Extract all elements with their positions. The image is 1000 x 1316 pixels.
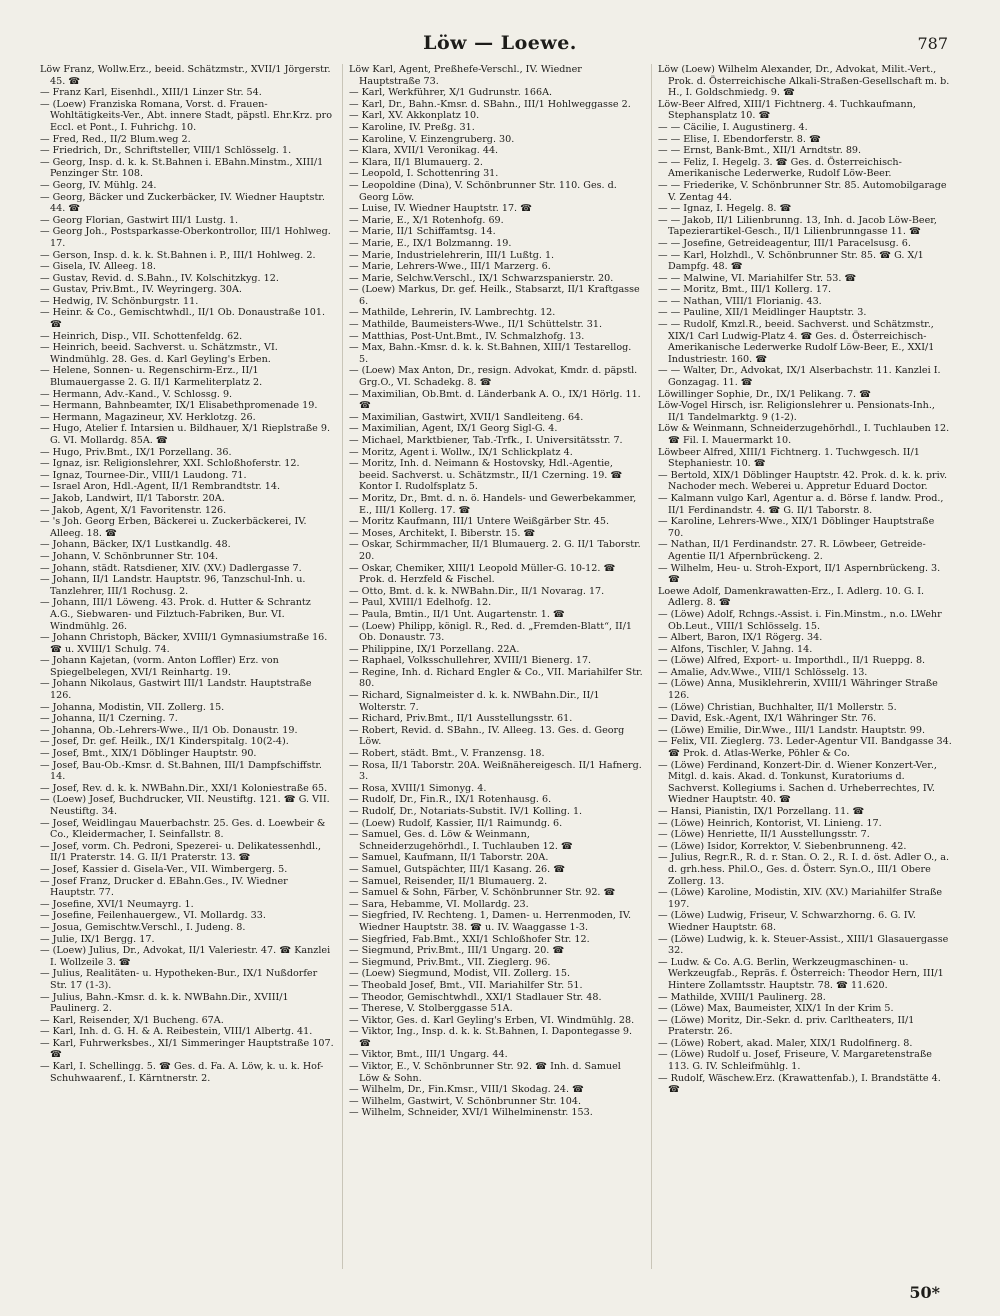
directory-entry: — Rudolf, Wäschew.Erz. (Krawattenfab.), I. Brandstätte 4. ☎	[658, 1072, 941, 1096]
column-middle	[342, 64, 643, 1269]
directory-entry: Löw-Beer Alfred, XIII/1 Fichtnerg. 4. Tuchkaufmann, Stephansplatz 10. ☎	[658, 98, 916, 122]
directory-entry: — Julius, Bahn.-Kmsr. d. k. k. NWBahn.Dir., XVIII/1 Paulinerg. 2.	[40, 991, 289, 1015]
directory-entry: — Moritz, Agent i. Wollw., IX/1 Schlickplatz 4.	[349, 446, 573, 458]
directory-entry: — Rudolf, Dr., Fin.R., IX/1 Rotenhausg. 6.	[349, 794, 552, 806]
directory-entry: — Julius, Regr.R., R. d. r. Stan. O. 2., R. I. d. öst. Adler O., a. d. grh.hess. Phil.O., Ges. d. Österr. Syn.O., III/1 Obere Zollerg. 13.	[658, 852, 950, 887]
directory-entry: Löw Karl, Agent, Preßhefe-Verschl., IV. Wiedner Hauptstraße 73.	[349, 64, 582, 87]
directory-entry: — David, Esk.-Agent, IX/1 Währinger Str. 76.	[658, 713, 877, 725]
directory-entry: — Nathan, II/1 Ferdinandstr. 27. R. Löwbeer, Getreide-Agentie II/1 Afpernbrückeng. 2.	[658, 539, 926, 562]
directory-entry: — (Löwe) Christian, Buchhalter, II/1 Mollerstr. 5.	[658, 701, 897, 713]
directory-entry: — Theodor, Gemischtwhdl., XXI/1 Stadlauer Str. 48.	[349, 991, 602, 1003]
directory-entry: — Wilhelm, Dr., Fin.Kmsr., VIII/1 Skodag. 24. ☎	[349, 1084, 584, 1096]
directory-entry: — Rosa, XVIII/1 Simonyg. 4.	[349, 782, 487, 794]
directory-entry: — Mathilde, XVIII/1 Paulinerg. 28.	[658, 991, 826, 1003]
directory-entry: — Siegmund, Priv.Bmt., III/1 Ungarg. 20. ☎	[349, 945, 565, 957]
directory-entry: — Hermann, Magazineur, XV. Herklotzg. 26.	[40, 411, 256, 423]
directory-entry: — — Elise, I. Ebendorferstr. 8. ☎	[658, 133, 821, 145]
directory-entry: — Siegfried, Fab.Bmt., XXI/1 Schloßhofer Str. 12.	[349, 933, 590, 945]
directory-entry: — Heinr. & Co., Gemischtwhdl., II/1 Ob. Donaustraße 101. ☎	[40, 307, 326, 331]
directory-entry: — Johann, III/1 Löweng. 43. Prok. d. Hutter & Schrantz A.G., Siebwaren- und Filztuch-Fabriken, Bur. VI. Windmühlg. 26.	[40, 597, 311, 632]
directory-entry: — (Löwe) Moritz, Dir.-Sekr. d. priv. Carltheaters, II/1 Praterstr. 26.	[658, 1014, 915, 1038]
directory-entry: — Karl, Fuhrwerksbes., XI/1 Simmeringer Hauptstraße 107. ☎	[40, 1037, 334, 1061]
directory-entry: — — Ignaz, I. Hegelg. 8. ☎	[658, 203, 792, 215]
directory-entry: — Karoline, IV. Preßg. 31.	[349, 121, 475, 133]
directory-entry: — Viktor, Ges. d. Karl Geyling's Erben, VI. Windmühlg. 28.	[349, 1014, 635, 1026]
directory-entry: — Johann Christoph, Bäcker, XVIII/1 Gymnasiumstraße 16. ☎ u. XVIII/1 Schulg. 74.	[40, 632, 328, 655]
directory-entry: — Robert, Revid. d. SBahn., IV. Alleeg. 13. Ges. d. Georg Löw.	[349, 724, 625, 748]
directory-entry: — — Walter, Dr., Advokat, IX/1 Alserbachstr. 11. Kanzlei I. Gonzagag. 11. ☎	[658, 365, 941, 389]
directory-entry: — Johann, V. Schönbrunner Str. 104.	[40, 550, 219, 562]
directory-entry: — Michael, Marktbiener, Tab.-Trfk., I. Universitätsstr. 7.	[349, 435, 623, 446]
directory-entry: — Karl, I. Schellingg. 5. ☎ Ges. d. Fa. A. Löw, k. u. k. Hof-Schuhwaarenf., I. Kärntnerstr. 2.	[40, 1061, 324, 1084]
directory-entry: — Josua, Gemischtw.Verschl., I. Judeng. 8.	[40, 921, 246, 933]
directory-entry: — Max, Bahn.-Kmsr. d. k. k. St.Bahnen, XIII/1 Testarellog. 5.	[349, 342, 632, 365]
directory-entry: — Samuel, Reisender, II/1 Blumauerg. 2.	[349, 875, 548, 887]
directory-entry: — Heinrich, beeid. Sachverst. u. Schätzmstr., VI. Windmühlg. 28. Ges. d. Karl Geyling's Erben.	[40, 342, 278, 365]
directory-entry: — Maximilian, Gastwirt, XVII/1 Sandleiteng. 64.	[349, 411, 584, 423]
directory-entry: — (Loew) Siegmund, Modist, VII. Zollerg. 15.	[349, 968, 571, 980]
directory-entry: — (Löwe) Robert, akad. Maler, XIX/1 Rudolfinerg. 8.	[658, 1037, 913, 1049]
directory-entry: — (Loew) Rudolf, Kassier, II/1 Raimundg. 6.	[349, 817, 563, 829]
directory-entry: — Heinrich, Disp., VII. Schottenfeldg. 62.	[40, 330, 243, 342]
directory-entry: — Samuel & Sohn, Färber, V. Schönbrunner Str. 92. ☎	[349, 887, 616, 899]
directory-entry: — — Rudolf, Kmzl.R., beeid. Sachverst. und Schätzmstr., XIX/1 Carl Ludwig-Platz 4. ☎ Ges. d. Österreichisch-Amerikanische Lederwerke Rudolf Löw-Beer, E., XXI/1 Industriestr. 160. ☎	[658, 319, 935, 365]
directory-entry: — Ignaz, isr. Religionslehrer, XXI. Schloßhoferstr. 12.	[40, 458, 300, 470]
directory-columns	[40, 64, 952, 1269]
directory-entry: Löwbeer Alfred, XIII/1 Fichtnerg. 1. Tuchwgesch. II/1 Stephaniestr. 10. ☎	[658, 446, 920, 470]
directory-entry: — Georg, Insp. d. k. k. St.Bahnen i. EBahn.Minstm., XIII/1 Penzinger Str. 108.	[40, 156, 324, 180]
directory-entry: — (Löwe) Isidor, Korrektor, V. Siebenbrunneng. 42.	[658, 840, 907, 852]
directory-entry: — Rudolf, Dr., Notariats-Substit. IV/1 Kolling. 1.	[349, 806, 583, 817]
directory-entry: — Josef Franz, Drucker d. EBahn.Ges., IV. Wiedner Hauptstr. 77.	[40, 875, 288, 899]
directory-entry: — Raphael, Volksschullehrer, XVIII/1 Bienerg. 17.	[349, 655, 592, 667]
directory-entry: — Johanna, II/1 Czerning. 7.	[40, 713, 178, 725]
directory-entry: — Julius, Realitäten- u. Hypotheken-Bur., IX/1 Nußdorfer Str. 17 (1-3).	[40, 968, 318, 991]
directory-entry: — (Löwe) Henriette, II/1 Ausstellungsstr. 7.	[658, 829, 870, 841]
directory-entry: — Ignaz, Tournee-Dir., VIII/1 Laudong. 71.	[40, 469, 247, 481]
directory-entry: — Karoline, V. Einzengruberg. 30.	[349, 133, 515, 145]
directory-entry: — — Cäcilie, I. Augustinerg. 4.	[658, 121, 808, 133]
directory-entry: — — Pauline, XII/1 Meidlinger Hauptstr. 3.	[658, 307, 867, 319]
directory-entry: — (Löwe) Ludwig, Friseur, V. Schwarzhorng. 6. G. IV. Wiedner Hauptstr. 68.	[658, 910, 916, 933]
directory-entry: — Oskar, Chemiker, XIII/1 Leopold Müller-G. 10-12. ☎ Prok. d. Herzfeld & Fischel.	[349, 562, 616, 586]
directory-entry: — (Löwe) Rudolf u. Josef, Friseure, V. Margaretenstraße 113. G. IV. Schleifmühlg. 1.	[658, 1049, 932, 1073]
directory-entry: — Josef, Rev. d. k. k. NWBahn.Dir., XXI/1 Koloniestraße 65.	[40, 782, 328, 794]
directory-entry: — Viktor, Bmt., III/1 Ungarg. 44.	[349, 1049, 508, 1061]
directory-entry: — Oskar, Schirmmacher, II/1 Blumauerg. 2. G. II/1 Taborstr. 20.	[349, 539, 641, 562]
directory-entry: — Wilhelm, Heu- u. Stroh-Export, II/1 Aspernbrückeng. 3. ☎	[658, 562, 941, 586]
directory-entry: — (Löwe) Alfred, Export- u. Importhdl., II/1 Rueppg. 8.	[658, 655, 926, 667]
directory-entry: — Marie, Selchw.Verschl., IX/1 Schwarzspanierstr. 20.	[349, 272, 614, 284]
directory-entry: — Kalmann vulgo Karl, Agentur a. d. Börse f. landw. Prod., II/1 Ferdinandstr. 4. ☎ G. II/1 Taborstr. 8.	[658, 492, 944, 516]
directory-entry: — Marie, E., X/1 Rotenhofg. 69.	[349, 214, 504, 226]
directory-entry: — Jakob, Agent, X/1 Favoritenstr. 126.	[40, 504, 227, 516]
directory-entry: — Moritz, Dr., Bmt. d. n. ö. Handels- und Gewerbekammer, E., III/1 Kollerg. 17. ☎	[349, 492, 637, 516]
directory-entry: — Josefine, Feilenhauergew., VI. Mollardg. 33.	[40, 910, 266, 922]
directory-entry: — Josef, vorm. Ch. Pedroni, Spezerei- u. Delikatessenhdl., II/1 Praterstr. 14. G. II/1 Praterstr. 13. ☎	[40, 840, 322, 864]
directory-entry: — Hansi, Pianistin, IX/1 Porzellang. 11. ☎	[658, 806, 865, 817]
directory-entry: — Bertold, XIX/1 Döblinger Hauptstr. 42. Prok. d. k. k. priv. Nachoder mech. Weberei u. Appretur Eduard Doctor.	[658, 469, 948, 493]
directory-entry: — — Jakob, II/1 Lilienbrunng. 13, Inh. d. Jacob Löw-Beer, Tapezierartikel-Gesch., II/1 Lilienbrunngasse 11. ☎	[658, 214, 937, 238]
directory-entry: — Samuel, Kaufmann, II/1 Taborstr. 20A.	[349, 852, 549, 864]
directory-entry: — Mathilde, Lehrerin, IV. Lambrechtg. 12.	[349, 307, 556, 319]
directory-entry: — Viktor, Ing., Insp. d. k. k. St.Bahnen, I. Dapontegasse 9. ☎	[349, 1026, 633, 1049]
directory-entry: — Moritz Kaufmann, III/1 Untere Weißgärber Str. 45.	[349, 516, 610, 528]
directory-entry: — Franz Karl, Eisenhdl., XIII/1 Linzer Str. 54.	[40, 87, 262, 99]
directory-entry: — Wilhelm, Schneider, XVI/1 Wilhelminenstr. 153.	[349, 1107, 593, 1119]
directory-entry: — Julie, IX/1 Bergg. 17.	[40, 933, 155, 945]
directory-entry: — — Nathan, VIII/1 Florianig. 43.	[658, 295, 822, 307]
directory-entry: — (Löwe) Adolf, Rchngs.-Assist. i. Fin.Minstm., n.o. LWehr Ob.Leut., VIII/1 Schlösselg. 15.	[658, 608, 942, 632]
directory-entry: — 's Joh. Georg Erben, Bäckerei u. Zuckerbäckerei, IV. Alleeg. 18. ☎	[40, 516, 307, 539]
directory-entry: — Paul, XVIII/1 Edelhofg. 12.	[349, 597, 492, 609]
directory-entry: — Samuel, Ges. d. Löw & Weinmann, Schneiderzugehörhdl., I. Tuchlauben 12. ☎	[349, 829, 573, 852]
directory-entry: — Gustav, Priv.Bmt., IV. Weyringerg. 30A.	[40, 284, 242, 296]
directory-entry: — (Loew) Julius, Dr., Advokat, II/1 Valeriestr. 47. ☎ Kanzlei I. Wollzeile 3. ☎	[40, 945, 331, 968]
directory-entry: — Josef, Bau-Ob.-Kmsr. d. St.Bahnen, III/1 Dampfschiffstr. 14.	[40, 759, 322, 783]
directory-entry: — Jakob, Landwirt, II/1 Taborstr. 20A.	[40, 492, 225, 504]
directory-entry: — Alfons, Tischler, V. Jahng. 14.	[658, 643, 813, 655]
directory-entry: — Johann, Bäcker, IX/1 Lustkandlg. 48.	[40, 539, 231, 551]
directory-entry: — Helene, Sonnen- u. Regenschirm-Erz., II/1 Blumauergasse 2. G. II/1 Karmeliterplatz 2.	[40, 365, 263, 389]
directory-entry: — Sara, Hebamme, VI. Mollardg. 23.	[349, 898, 529, 910]
directory-entry: — Paula, Bmtin., II/1 Unt. Augartenstr. 1. ☎	[349, 608, 565, 620]
directory-entry: — Hugo, Atelier f. Intarsien u. Bildhauer, X/1 Rieplstraße 9. G. VI. Mollardg. 85A. ☎	[40, 423, 331, 446]
directory-entry: — Josef, Weidlingau Mauerbachstr. 25. Ges. d. Loewbeir & Co., Kleidermacher, I. Seinfallstr. 8.	[40, 817, 326, 841]
directory-entry: — Gerson, Insp. d. k. k. St.Bahnen i. P., III/1 Hohlweg. 2.	[40, 249, 316, 261]
page-title: Löw — Loewe.	[423, 32, 577, 54]
directory-entry: — Viktor, E., V. Schönbrunner Str. 92. ☎ Inh. d. Samuel Löw & Sohn.	[349, 1061, 621, 1084]
directory-entry: — Mathilde, Baumeisters-Wwe., II/1 Schüttelstr. 31.	[349, 319, 603, 331]
directory-entry: — Gustav, Revid. d. S.Bahn., IV. Kolschitzkyg. 12.	[40, 272, 279, 284]
directory-entry: — Richard, Signalmeister d. k. k. NWBahn.Dir., II/1 Wolterstr. 7.	[349, 690, 600, 713]
directory-entry: — Samuel, Gutspächter, III/1 Kasang. 26. ☎	[349, 863, 566, 875]
directory-entry: — (Loew) Philipp, königl. R., Red. d. „Fremden-Blatt“, II/1 Ob. Donaustr. 73.	[349, 620, 633, 644]
directory-entry: — (Löwe) Max, Baumeister, XIX/1 In der Krim 5.	[658, 1003, 894, 1015]
directory-entry: — Siegfried, IV. Rechteng. 1, Damen- u. Herrenmoden, IV. Wiedner Hauptstr. 38. ☎ u. IV. Waaggasse 1-3.	[349, 910, 632, 933]
directory-entry: — Johann, II/1 Landstr. Hauptstr. 96, Tanzschul-Inh. u. Tanzlehrer, III/1 Rochusg. 2.	[40, 574, 306, 597]
directory-entry: — Johanna, Ob.-Lehrers-Wwe., II/1 Ob. Donaustr. 19.	[40, 724, 298, 736]
directory-entry: — — Ernst, Bank-Bmt., XII/1 Arndtstr. 89.	[658, 145, 862, 157]
directory-entry: — Maximilian, Agent, IX/1 Georg Sigl-G. 4.	[349, 423, 558, 435]
directory-entry: — Hugo, Priv.Bmt., IX/1 Porzellang. 36.	[40, 446, 232, 458]
directory-entry: Löw (Loew) Wilhelm Alexander, Dr., Advokat, Milit.-Vert., Prok. d. Österreichische Alkali-Straßen-Gesellschaft m. b. H., I. Goldschmiedg. 9. ☎	[658, 64, 950, 99]
directory-entry: — (Löwe) Ludwig, k. k. Steuer-Assist., XIII/1 Glasauergasse 32.	[658, 933, 949, 957]
directory-entry: — Luise, IV. Wiedner Hauptstr. 17. ☎	[349, 203, 533, 215]
directory-entry: Löwillinger Sophie, Dr., IX/1 Pelikang. 7. ☎	[658, 388, 872, 400]
directory-entry: Löw Franz, Wollw.Erz., beeid. Schätzmstr., XVII/1 Jörgerstr. 45. ☎	[40, 64, 331, 87]
directory-entry: — Karl, Werkführer, X/1 Gudrunstr. 166A.	[349, 87, 553, 99]
directory-entry: — Regine, Inh. d. Richard Engler & Co., VII. Mariahilfer Str. 80.	[349, 666, 643, 690]
directory-entry: — Rosa, II/1 Taborstr. 20A. Weißnähereigesch. II/1 Hafnerg. 3.	[349, 759, 642, 783]
directory-entry: — Amalie, Adv.Wwe., VIII/1 Schlösselg. 13.	[658, 666, 868, 678]
directory-entry: — Felix, VII. Zieglerg. 73. Leder-Agentur VII. Bandgasse 34. ☎ Prok. d. Atlas-Werke, Pöhler & Co.	[658, 736, 952, 760]
directory-entry: — Johann Nikolaus, Gastwirt III/1 Landstr. Hauptstraße 126.	[40, 678, 312, 702]
directory-entry: — (Loew) Max Anton, Dr., resign. Advokat, Kmdr. d. päpstl. Grg.O., VI. Schadekg. 8. ☎	[349, 365, 638, 389]
directory-entry: — (Löwe) Ferdinand, Konzert-Dir. d. Wiener Konzert-Ver., Mitgl. d. kais. Akad. d. Tonkunst, Kuratoriums d. Sachverst. Kollegiums i. Sachen d. Urheberrechtes, IV. Wiedner Hauptstr. 40. ☎	[658, 759, 937, 806]
directory-entry: — Hermann, Adv.-Kand., V. Schlossg. 9.	[40, 388, 233, 400]
directory-entry: — Gisela, IV. Alleeg. 18.	[40, 261, 156, 273]
directory-entry: — Klara, II/1 Blumauerg. 2.	[349, 156, 483, 168]
directory-entry: — Matthias, Post-Unt.Bmt., IV. Schmalzhofg. 13.	[349, 330, 585, 342]
directory-entry: — Maximilian, Ob.Bmt. d. Länderbank A. O., IX/1 Hörlg. 11. ☎	[349, 388, 641, 412]
directory-entry: — — Friederike, V. Schönbrunner Str. 85. Automobilgarage V. Zentag 44.	[658, 179, 947, 203]
directory-entry: — (Loew) Markus, Dr. gef. Heilk., Stabsarzt, II/1 Kraftgasse 6.	[349, 284, 640, 307]
directory-entry: — Moses, Architekt, I. Biberstr. 15. ☎	[349, 527, 536, 539]
directory-entry: — Karl, Dr., Bahn.-Kmsr. d. SBahn., III/1 Hohlweggasse 2.	[349, 98, 631, 110]
directory-entry: — Karl, XV. Akkonplatz 10.	[349, 110, 480, 122]
directory-entry: — Georg, Bäcker und Zuckerbäcker, IV. Wiedner Hauptstr. 44. ☎	[40, 191, 325, 215]
directory-entry: — Karoline, Lehrers-Wwe., XIX/1 Döblinger Hauptstraße 70.	[658, 516, 935, 539]
directory-entry: — Leopoldine (Dina), V. Schönbrunner Str. 110. Ges. d. Georg Löw.	[349, 179, 617, 203]
directory-entry: — Georg, IV. Mühlg. 24.	[40, 179, 157, 191]
directory-entry: — Israel Aron, Hdl.-Agent, II/1 Rembrandtstr. 14.	[40, 481, 281, 493]
directory-entry: — Johann Kajetan, (vorm. Anton Loffler) Erz. von Spiegelbelegen, XVI/1 Reinhartg. 19.	[40, 655, 279, 678]
directory-entry: — Fred, Red., II/2 Blum.weg 2.	[40, 133, 191, 145]
directory-entry: — Georg Joh., Postsparkasse-Oberkontrollor, III/1 Hohlweg. 17.	[40, 226, 331, 249]
directory-entry: — Ludw. & Co. A.G. Berlin, Werkzeugmaschinen- u. Werkzeugfab., Repräs. f. Österreich: Theodor Hern, III/1 Hintere Zollamtsstr. Hauptstr. 78. ☎ 11.620.	[658, 956, 944, 991]
column-right	[651, 64, 952, 1269]
directory-entry: — — Karl, Holzhdl., V. Schönbrunner Str. 85. ☎ G. X/1 Dampfg. 48. ☎	[658, 249, 924, 273]
directory-entry: — Otto, Bmt. d. k. k. NWBahn.Dir., II/1 Novarag. 17.	[349, 585, 605, 597]
directory-entry: — (Loew) Franziska Romana, Vorst. d. Frauen-Wohltätigkeits-Ver., Abt. innere Stadt, päpstl. Ehr.Krz. pro Eccl. et Pont., I. Fuhrichg. 10.	[40, 98, 332, 133]
directory-entry: — Josef, Bmt., XIX/1 Döblinger Hauptstr. 90.	[40, 748, 257, 760]
directory-entry: — — Feliz, I. Hegelg. 3. ☎ Ges. d. Österreichisch-Amerikanische Lederwerke, Rudolf Löw-Beer.	[658, 156, 902, 180]
directory-entry: — Moritz, Inh. d. Neimann & Hostovsky, Hdl.-Agentie, beeid. Sachverst. u. Schätzmstr., II/1 Czerning. 19. ☎ Kontor I. Rudolfsplatz 5.	[349, 458, 623, 493]
directory-entry: — Karl, Inh. d. G. H. & A. Reibestein, VIII/1 Albertg. 41.	[40, 1026, 313, 1038]
directory-entry: — Albert, Baron, IX/1 Rögerg. 34.	[658, 632, 823, 644]
directory-entry: — (Löwe) Anna, Musiklehrerin, XVIII/1 Währinger Straße 126.	[658, 678, 938, 702]
directory-entry: — Josef, Dr. gef. Heilk., IX/1 Kinderspitalg. 10(2-4).	[40, 736, 289, 748]
directory-entry: — Hedwig, IV. Schönburgstr. 11.	[40, 295, 199, 307]
directory-entry: — Marie, Lehrers-Wwe., III/1 Marzerg. 6.	[349, 261, 551, 273]
directory-entry: — — Malwine, VI. Mariahilfer Str. 53. ☎	[658, 272, 857, 284]
directory-entry: — Karl, Reisender, X/1 Bucheng. 67A.	[40, 1014, 224, 1026]
directory-entry: — Friedrich, Dr., Schriftsteller, VIII/1 Schlösselg. 1.	[40, 145, 292, 157]
directory-entry: — Hermann, Bahnbeamter, IX/1 Elisabethpromenade 19.	[40, 400, 318, 412]
directory-entry: — Theobald Josef, Bmt., VII. Mariahilfer Str. 51.	[349, 979, 583, 991]
signature-mark: 50*	[909, 1283, 940, 1302]
directory-entry: — Therese, V. Stolberggasse 51A.	[349, 1003, 513, 1015]
directory-entry: — Philippine, IX/1 Porzellang. 22A.	[349, 643, 520, 655]
directory-entry: — Wilhelm, Gastwirt, V. Schönbrunner Str. 104.	[349, 1095, 582, 1107]
directory-entry: — — Josefine, Getreideagentur, III/1 Paracelsusg. 6.	[658, 237, 911, 249]
directory-entry: Loewe Adolf, Damenkrawatten-Erz., I. Adlerg. 10. G. I. Adlerg. 8. ☎	[658, 585, 925, 609]
directory-entry: — Klara, XVII/1 Veronikag. 44.	[349, 145, 499, 157]
directory-entry: — (Loew) Josef, Buchdrucker, VII. Neustiftg. 121. ☎ G. VII. Neustiftg. 34.	[40, 794, 330, 817]
directory-entry: — (Löwe) Karoline, Modistin, XIV. (XV.) Mariahilfer Straße 197.	[658, 887, 943, 910]
directory-entry: — Marie, E., IX/1 Bolzmanng. 19.	[349, 237, 512, 249]
column-left	[40, 64, 334, 1269]
directory-entry: — (Löwe) Emilie, Dir.Wwe., III/1 Landstr. Hauptstr. 99.	[658, 724, 926, 736]
directory-entry: — — Moritz, Bmt., III/1 Kollerg. 17.	[658, 284, 832, 296]
directory-entry: Löw-Vogel Hirsch, isr. Religionslehrer u. Pensionats-Inh., II/1 Tandelmarktg. 9 (1-2).	[658, 400, 935, 423]
directory-entry: — Marie, II/1 Schiffamtsg. 14.	[349, 226, 496, 238]
directory-entry: — Richard, Priv.Bmt., II/1 Ausstellungsstr. 61.	[349, 713, 573, 725]
directory-entry: — Robert, städt. Bmt., V. Franzensg. 18.	[349, 748, 545, 760]
directory-entry: — Siegmund, Priv.Bmt., VII. Zieglerg. 96.	[349, 956, 551, 968]
directory-entry: — Johann, städt. Ratsdiener, XIV. (XV.) Dadlergasse 7.	[40, 562, 302, 574]
directory-entry: — Marie, Industrielehrerin, III/1 Lußtg. 1.	[349, 249, 555, 261]
directory-entry: — (Löwe) Heinrich, Kontorist, VI. Linieng. 17.	[658, 817, 882, 829]
directory-entry: — Georg Florian, Gastwirt III/1 Lustg. 1.	[40, 214, 239, 226]
directory-entry: — Johanna, Modistin, VII. Zollerg. 15.	[40, 701, 225, 713]
directory-entry: — Josef, Kassier d. Gisela-Ver., VII. Wimbergerg. 5.	[40, 863, 288, 875]
directory-entry: Löw & Weinmann, Schneiderzugehörhdl., I. Tuchlauben 12. ☎ Fil. I. Mauermarkt 10.	[658, 423, 950, 446]
directory-entry: — Josefine, XVI/1 Neumayrg. 1.	[40, 898, 194, 910]
page-number: 787	[917, 34, 948, 53]
directory-entry: — Leopold, I. Schottenring 31.	[349, 168, 499, 180]
